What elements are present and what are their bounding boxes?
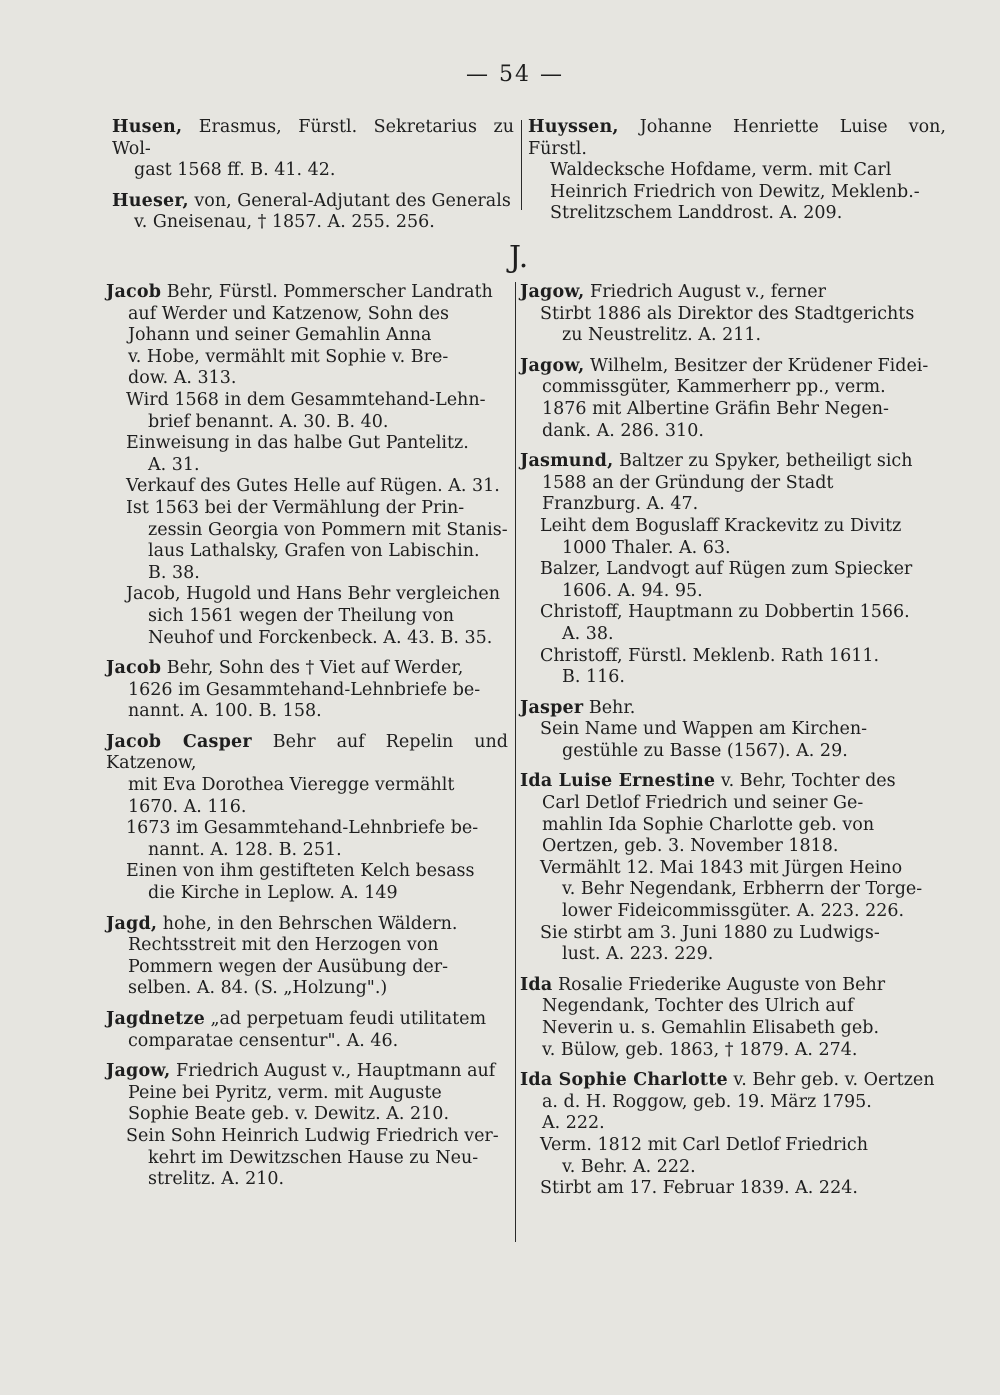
index-entry bbox=[112, 191, 514, 234]
entry-heading: Jasmund, bbox=[520, 451, 614, 472]
entry-text: Rosalie Friederike Auguste von Behr bbox=[557, 974, 886, 995]
entry-subtext: Stirbt 1886 als Direktor des Stadtgerichts bbox=[540, 303, 915, 324]
entry-heading: Ida Sophie Charlotte bbox=[520, 1070, 728, 1091]
entry-first-line bbox=[112, 117, 514, 160]
entry-heading: Ida Luise Ernestine bbox=[520, 771, 716, 792]
entry-heading: Jagdnetze bbox=[106, 1009, 205, 1029]
entry-text: nannt. A. 100. B. 158. bbox=[128, 701, 322, 722]
entry-text: gast 1568 ff. B. 41. 42. bbox=[134, 160, 336, 181]
right-column bbox=[520, 282, 938, 1209]
entry-subtext: B. 116. bbox=[562, 667, 625, 688]
section-letter: J. bbox=[509, 240, 529, 275]
entry-text: Behr, Sohn des † Viet auf Werder, bbox=[166, 658, 464, 679]
entry-text: comparatae censentur". A. 46. bbox=[128, 1030, 399, 1051]
index-entry bbox=[520, 1070, 938, 1200]
entry-first-line bbox=[106, 1061, 508, 1083]
entry-heading: Jacob bbox=[106, 282, 162, 302]
entry-subtext: v. Behr Negendank, Erbherrn der Torge- bbox=[562, 879, 923, 900]
entry-text: hohe, in den Behrschen Wäldern. bbox=[162, 913, 458, 934]
entry-subtext: 1000 Thaler. A. 63. bbox=[562, 537, 731, 558]
entry-text: mit Eva Dorothea Vieregge vermählt bbox=[128, 775, 455, 796]
entry-subtext: A. 31. bbox=[148, 454, 200, 475]
column-divider-top bbox=[521, 120, 522, 210]
entry-subtext: gestühle zu Basse (1567). A. 29. bbox=[562, 740, 848, 761]
entry-subtext: B. 38. bbox=[148, 562, 200, 583]
entry-text: v. Bülow, geb. 1863, † 1879. A. 274. bbox=[542, 1039, 858, 1060]
entry-subtext: 1673 im Gesammtehand-Lehnbriefe be- bbox=[126, 818, 479, 839]
entry-first-line bbox=[106, 1009, 508, 1031]
entry-subtext: nannt. A. 128. B. 251. bbox=[148, 839, 342, 860]
entry-subtext: brief benannt. A. 30. B. 40. bbox=[148, 411, 389, 432]
entry-subtext: 1606. A. 94. 95. bbox=[562, 580, 703, 601]
entry-text: mahlin Ida Sophie Charlotte geb. von bbox=[542, 814, 875, 835]
entry-text: v. Gneisenau, † 1857. A. 255. 256. bbox=[134, 212, 435, 233]
entry-subtext: Stirbt am 17. Februar 1839. A. 224. bbox=[540, 1178, 858, 1199]
index-entry bbox=[106, 1061, 508, 1191]
index-entry bbox=[106, 914, 508, 1000]
entry-subtext: Einweisung in das halbe Gut Pantelitz. bbox=[126, 433, 469, 454]
entry-heading: Huyssen, bbox=[528, 117, 619, 137]
entry-subtext: Einen von ihm gestifteten Kelch besass bbox=[126, 861, 475, 882]
entry-heading: Husen, bbox=[112, 117, 183, 137]
entry-text: dow. A. 313. bbox=[128, 368, 237, 389]
entry-first-line bbox=[520, 451, 938, 473]
entry-text: Neverin u. s. Gemahlin Elisabeth geb. bbox=[542, 1018, 880, 1038]
entry-text: Peine bei Pyritz, verm. mit Auguste bbox=[128, 1082, 442, 1103]
entry-text: 1626 im Gesammtehand-Lehnbriefe be- bbox=[128, 679, 481, 700]
left-column-top bbox=[112, 117, 514, 243]
entry-text: Behr auf Repelin und Katzenow, bbox=[106, 731, 508, 774]
entry-text: 1588 an der Gründung der Stadt bbox=[542, 472, 834, 493]
entry-first-line bbox=[106, 732, 508, 775]
entry-subtext: strelitz. A. 210. bbox=[148, 1169, 285, 1190]
left-column bbox=[106, 282, 508, 1200]
entry-text: 1876 mit Albertine Gräfin Behr Negen- bbox=[542, 398, 889, 419]
entry-heading: Jagd, bbox=[106, 913, 158, 934]
entry-subtext: v. Behr. A. 222. bbox=[562, 1156, 696, 1177]
entry-subtext: Jacob, Hugold und Hans Behr vergleichen bbox=[126, 584, 501, 605]
entry-text: Pommern wegen der Ausübung der- bbox=[128, 956, 449, 977]
entry-heading: Ida bbox=[520, 974, 553, 995]
entry-first-line bbox=[106, 658, 508, 680]
entry-text: A. 222. bbox=[542, 1113, 605, 1134]
entry-subtext: Wird 1568 in dem Gesammtehand-Lehn- bbox=[126, 389, 486, 410]
index-entry bbox=[520, 975, 938, 1061]
entry-heading: Jagow, bbox=[106, 1061, 171, 1082]
entry-first-line bbox=[520, 1070, 938, 1092]
entry-text: Strelitzschem Landdrost. A. 209. bbox=[550, 203, 843, 224]
entry-subtext: lust. A. 223. 229. bbox=[562, 944, 714, 965]
column-divider-main bbox=[515, 282, 516, 1242]
entry-subtext: laus Lathalsky, Grafen von Labischin. bbox=[148, 541, 480, 562]
entry-text: Friedrich August v., Hauptmann auf bbox=[176, 1061, 496, 1082]
entry-text: „ad perpetuam feudi utilitatem bbox=[210, 1009, 487, 1029]
entry-text: Friedrich August v., ferner bbox=[590, 282, 826, 302]
index-entry bbox=[520, 698, 938, 763]
entry-text: von, General-Adjutant des Generals bbox=[194, 190, 511, 211]
entry-heading: Jacob bbox=[106, 658, 162, 679]
entry-heading: Jagow, bbox=[520, 282, 585, 302]
entry-subtext: sich 1561 wegen der Theilung von bbox=[148, 605, 455, 626]
entry-text: v. Hobe, vermählt mit Sophie v. Bre- bbox=[128, 346, 449, 367]
entry-first-line bbox=[112, 191, 514, 213]
index-entry bbox=[106, 282, 508, 649]
entry-text: Johann und seiner Gemahlin Anna bbox=[128, 325, 432, 346]
entry-text: Rechtsstreit mit den Herzogen von bbox=[128, 935, 439, 956]
index-entry bbox=[528, 117, 946, 225]
entry-text: Carl Detlof Friedrich und seiner Ge- bbox=[542, 793, 864, 814]
entry-subtext: kehrt im Dewitzschen Hause zu Neu- bbox=[148, 1147, 479, 1168]
entry-first-line bbox=[520, 771, 938, 793]
entry-first-line bbox=[520, 282, 938, 304]
entry-heading: Jasper bbox=[520, 697, 584, 718]
entry-first-line bbox=[106, 914, 508, 936]
entry-text: selben. A. 84. (S. „Holzung".) bbox=[128, 978, 388, 999]
entry-first-line bbox=[106, 282, 508, 304]
entry-text: commissgüter, Kammerherr pp., verm. bbox=[542, 377, 886, 398]
entry-subtext: die Kirche in Leplow. A. 149 bbox=[148, 883, 398, 904]
index-entry bbox=[520, 356, 938, 442]
entry-subtext: Verm. 1812 mit Carl Detlof Friedrich bbox=[540, 1134, 868, 1155]
entry-subtext: zessin Georgia von Pommern mit Stanis- bbox=[148, 519, 508, 540]
entry-text: Franzburg. A. 47. bbox=[542, 494, 699, 515]
entry-subtext: Christoff, Hauptmann zu Dobbertin 1566. bbox=[540, 602, 910, 623]
index-entry bbox=[520, 451, 938, 689]
entry-text: v. Behr, Tochter des bbox=[720, 771, 896, 792]
entry-subtext: A. 38. bbox=[562, 623, 614, 644]
entry-subtext: Leiht dem Boguslaff Krackevitz zu Divitz bbox=[540, 515, 902, 536]
entry-text: Wilhelm, Besitzer der Krüdener Fidei- bbox=[590, 355, 929, 376]
entry-text: Negendank, Tochter des Ulrich auf bbox=[542, 996, 854, 1017]
entry-subtext: zu Neustrelitz. A. 211. bbox=[562, 325, 762, 346]
entry-text: Behr, Fürstl. Pommerscher Landrath bbox=[166, 282, 493, 302]
entry-text: Erasmus, Fürstl. Sekretarius zu Wol- bbox=[112, 117, 514, 159]
index-entry bbox=[520, 282, 938, 347]
entry-subtext: Sein Name und Wappen am Kirchen- bbox=[540, 719, 868, 740]
index-entry bbox=[106, 1009, 508, 1052]
entry-subtext: Ist 1563 bei der Vermählung der Prin- bbox=[126, 497, 465, 518]
entry-first-line bbox=[520, 698, 938, 720]
entry-text: Sophie Beate geb. v. Dewitz. A. 210. bbox=[128, 1104, 450, 1125]
entry-text: Baltzer zu Spyker, betheiligt sich bbox=[618, 451, 913, 472]
page-number: — 54 — bbox=[466, 62, 564, 87]
entry-subtext: Sie stirbt am 3. Juni 1880 zu Ludwigs- bbox=[540, 922, 880, 943]
entry-first-line bbox=[520, 975, 938, 997]
entry-text: Waldecksche Hofdame, verm. mit Carl bbox=[550, 160, 892, 181]
entry-subtext: Balzer, Landvogt auf Rügen zum Spiecker bbox=[540, 559, 913, 580]
entry-text: dank. A. 286. 310. bbox=[542, 420, 704, 441]
entry-heading: Hueser, bbox=[112, 190, 189, 211]
entry-heading: Jagow, bbox=[520, 355, 585, 376]
index-entry bbox=[106, 732, 508, 905]
index-entry bbox=[106, 658, 508, 723]
entry-first-line bbox=[528, 117, 946, 160]
entry-text: v. Behr geb. v. Oertzen bbox=[733, 1070, 935, 1091]
entry-first-line bbox=[520, 356, 938, 378]
entry-subtext: Vermählt 12. Mai 1843 mit Jürgen Heino bbox=[540, 857, 903, 878]
entry-subtext: Neuhof und Forckenbeck. A. 43. B. 35. bbox=[148, 627, 493, 648]
index-entry bbox=[520, 771, 938, 965]
entry-text: a. d. H. Roggow, geb. 19. März 1795. bbox=[542, 1091, 872, 1112]
entry-text: Behr. bbox=[588, 697, 636, 718]
entry-text: 1670. A. 116. bbox=[128, 796, 247, 817]
entry-subtext: Christoff, Fürstl. Meklenb. Rath 1611. bbox=[540, 645, 880, 666]
entry-text: Oertzen, geb. 3. November 1818. bbox=[542, 836, 839, 857]
entry-text: auf Werder und Katzenow, Sohn des bbox=[128, 303, 449, 324]
entry-subtext: Verkauf des Gutes Helle auf Rügen. A. 31. bbox=[126, 476, 500, 497]
index-entry bbox=[112, 117, 514, 182]
entry-subtext: Sein Sohn Heinrich Ludwig Friedrich ver- bbox=[126, 1125, 499, 1146]
entry-subtext: lower Fideicommissgüter. A. 223. 226. bbox=[562, 901, 905, 922]
right-column-top bbox=[528, 117, 946, 234]
entry-text: Heinrich Friedrich von Dewitz, Meklenb.- bbox=[550, 181, 920, 202]
entry-heading: Jacob Casper bbox=[106, 731, 252, 752]
entry-text: Johanne Henriette Luise von, Fürstl. bbox=[528, 117, 946, 159]
